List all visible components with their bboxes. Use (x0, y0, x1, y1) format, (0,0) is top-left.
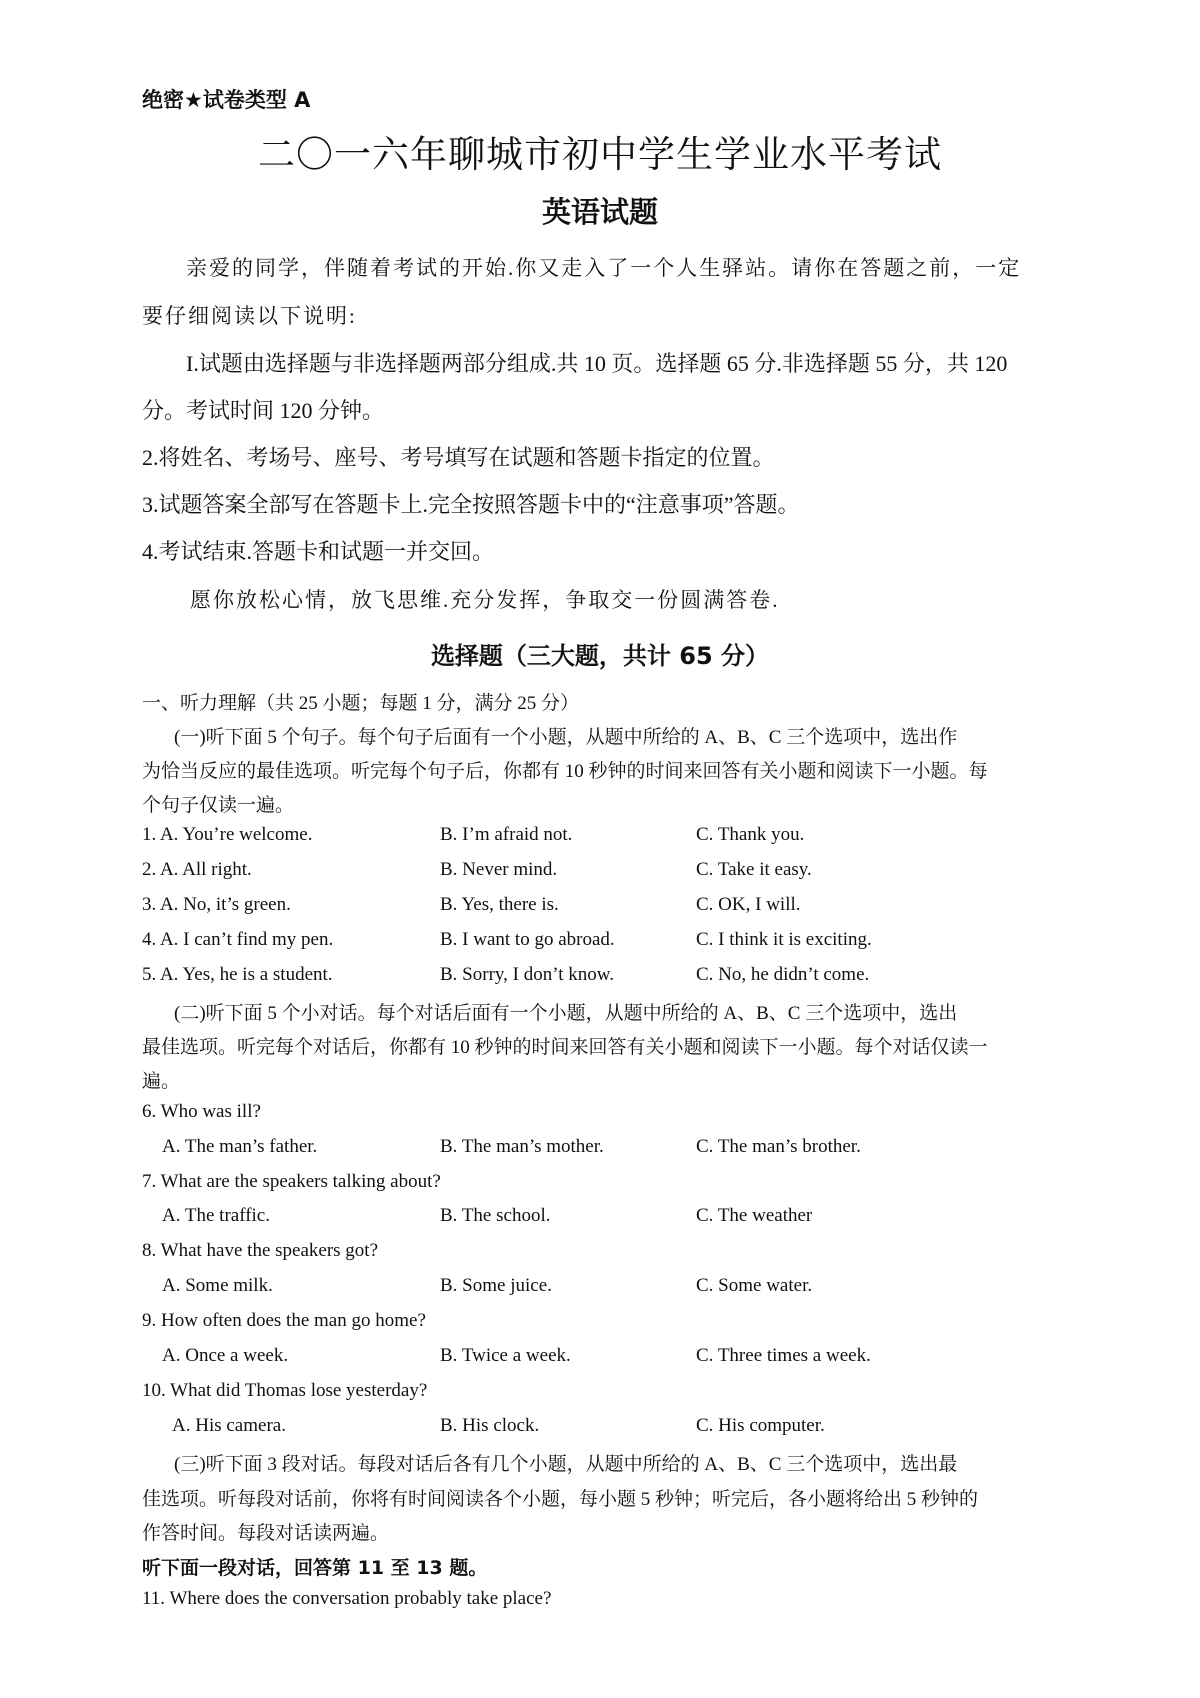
q10-question: 10. What did Thomas lose yesterday? (142, 1380, 428, 1401)
rule-1-line-2: 分。考试时间 120 分钟。 (142, 398, 385, 423)
q10-option-c: C. His computer. (696, 1415, 825, 1436)
wish-line: 愿你放松心情，放飞思维.充分发挥，争取交一份圆满答卷. (190, 588, 780, 612)
q1-option-c: C. Thank you. (696, 824, 805, 845)
q2-option-b: B. Never mind. (440, 859, 558, 880)
sub-3-line-3: 作答时间。每段对话读两遍。 (142, 1523, 390, 1544)
exam-subtitle: 英语试题 (541, 195, 658, 229)
sub-2-line-3: 遍。 (142, 1071, 181, 1092)
rule-1-line-1: I.试题由选择题与非选择题两部分组成.共 10 页。选择题 65 分.非选择题 55 分，共 120 (186, 351, 1008, 376)
section-title: 选择题（三大题，共计 65 分） (430, 642, 770, 670)
q1-option-b: B. I’m afraid not. (440, 824, 573, 845)
part-1-heading: 一、听力理解（共 25 小题；每题 1 分，满分 25 分） (142, 693, 580, 714)
q6-option-a: A. The man’s father. (162, 1136, 318, 1157)
q8-question: 8. What have the speakers got? (142, 1240, 379, 1261)
sub-1-line-2: 为恰当反应的最佳选项。听完每个句子后，你都有 10 秒钟的时间来回答有关小题和阅读下一小题。每 (142, 761, 988, 782)
q6-option-b: B. The man’s mother. (440, 1136, 604, 1157)
sub-1-line-1: (一)听下面 5 个句子。每个句子后面有一个小题，从题中所给的 A、B、C 三个选项中，选出作 (174, 727, 958, 748)
q2-option-a: 2. A. All right. (142, 859, 252, 880)
q11-question: 11. Where does the conversation probably take place? (142, 1588, 552, 1609)
sub-1-line-3: 个句子仅读一遍。 (142, 795, 295, 816)
q5-option-c: C. No, he didn’t come. (696, 964, 870, 985)
sub-3-instruction: 听下面一段对话，回答第 11 至 13 题。 (142, 1557, 488, 1579)
q7-option-b: B. The school. (440, 1205, 551, 1226)
rule-3: 3.试题答案全部写在答题卡上.完全按照答题卡中的“注意事项”答题。 (142, 492, 800, 517)
q4-option-a: 4. A. I can’t find my pen. (142, 929, 334, 950)
sub-3-line-1: (三)听下面 3 段对话。每段对话后各有几个小题，从题中所给的 A、B、C 三个选项中，选出最 (174, 1454, 958, 1475)
q1-option-a: 1. A. You’re welcome. (142, 824, 313, 845)
q7-question: 7. What are the speakers talking about? (142, 1171, 441, 1192)
q8-option-a: A. Some milk. (162, 1275, 273, 1296)
rule-4: 4.考试结束.答题卡和试题一并交回。 (142, 539, 495, 564)
q5-option-b: B. Sorry, I don’t know. (440, 964, 614, 985)
q4-option-c: C. I think it is exciting. (696, 929, 872, 950)
q2-option-c: C. Take it easy. (696, 859, 812, 880)
rule-2: 2.将姓名、考场号、座号、考号填写在试题和答题卡指定的位置。 (142, 445, 775, 470)
q10-option-a: A. His camera. (172, 1415, 286, 1436)
q9-option-b: B. Twice a week. (440, 1345, 571, 1366)
q9-option-a: A. Once a week. (162, 1345, 289, 1366)
q8-option-b: B. Some juice. (440, 1275, 552, 1296)
q5-option-a: 5. A. Yes, he is a student. (142, 964, 333, 985)
exam-title: 二〇一六年聊城市初中学生学业水平考试 (258, 135, 942, 176)
q9-question: 9. How often does the man go home? (142, 1310, 426, 1331)
q4-option-b: B. I want to go abroad. (440, 929, 615, 950)
q3-option-c: C. OK, I will. (696, 894, 801, 915)
q7-option-c: C. The weather (696, 1205, 813, 1226)
sub-2-line-1: (二)听下面 5 个小对话。每个对话后面有一个小题，从题中所给的 A、B、C 三个选项中，选出 (174, 1003, 958, 1024)
q6-question: 6. Who was ill? (142, 1101, 261, 1122)
q8-option-c: C. Some water. (696, 1275, 813, 1296)
q10-option-b: B. His clock. (440, 1415, 540, 1436)
q9-option-c: C. Three times a week. (696, 1345, 871, 1366)
q3-option-a: 3. A. No, it’s green. (142, 894, 291, 915)
intro-line-2: 要仔细阅读以下说明: (142, 304, 357, 328)
secret-label: 绝密★试卷类型 A (142, 88, 311, 112)
intro-line-1: 亲爱的同学，伴随着考试的开始.你又走入了一个人生驿站。请你在答题之前，一定 (186, 256, 1022, 280)
sub-3-line-2: 佳选项。听每段对话前，你将有时间阅读各个小题，每小题 5 秒钟；听完后，各小题将给出 5 秒钟的 (142, 1489, 979, 1510)
q6-option-c: C. The man’s brother. (696, 1136, 861, 1157)
q3-option-b: B. Yes, there is. (440, 894, 559, 915)
sub-2-line-2: 最佳选项。听完每个对话后，你都有 10 秒钟的时间来回答有关小题和阅读下一小题。每个对话仅读一 (142, 1037, 988, 1058)
q7-option-a: A. The traffic. (162, 1205, 270, 1226)
